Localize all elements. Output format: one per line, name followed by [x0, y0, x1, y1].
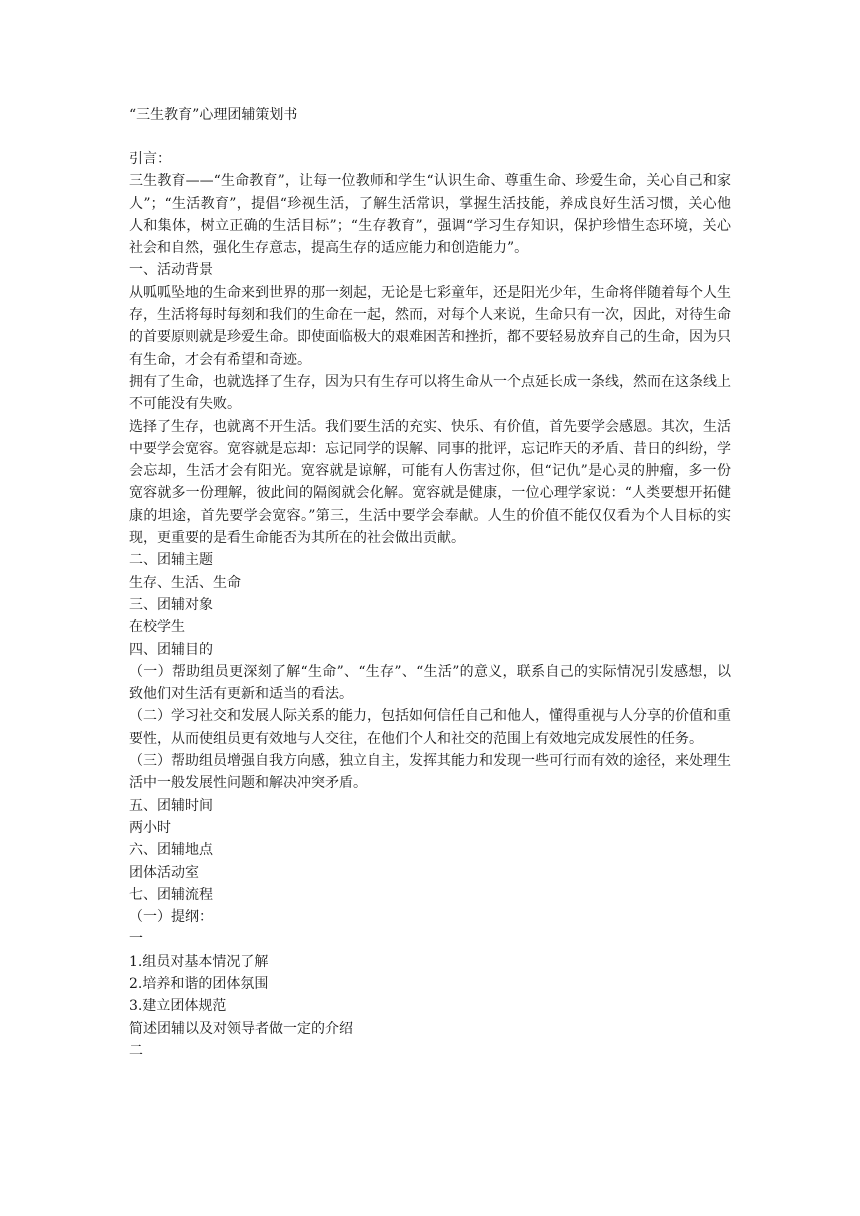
list-item: 3.建立团体规范 [129, 998, 227, 1015]
list-item: 2.培养和谐的团体氛围 [129, 975, 269, 992]
paragraph: 选择了生存，也就离不开生活。我们要生活的充实、快乐、有价值，首先要学会感恩。其次，生活中要学会宽容。宽容就是忘却：忘记同学的误解、同事的批评，忘记昨天的矛盾、昔日的纠纷，学会忘却，生活才会有阳光。宽容就是谅解，可能有人伤害过你，但“记仇”是心灵的肿瘤，多一份宽容就多一份理解，彼此间的隔阂就会化解。宽容就是健康，一位心理学家说：“人类要想开拓健康的坦途，首先要学会宽容。”第三，生活中要学会奉献。人生的价值不能仅仅看为个人目标的实现，更重要的是看生命能否为其所在的社会做出贡献。 [129, 418, 731, 547]
document-title: “三生教育”心理团辅策划书 [129, 107, 298, 123]
section-heading: 四、团辅目的 [129, 641, 213, 658]
paragraph: 拥有了生命，也就选择了生存，因为只有生存可以将生命从一个点延长成一条线，然而在这条线上不可能没有失败。 [129, 373, 731, 413]
paragraph: 团体活动室 [129, 864, 199, 881]
section-heading: 一、活动背景 [129, 262, 213, 279]
section-heading: 七、团辅流程 [129, 886, 213, 903]
document-page [129, 104, 731, 1062]
list-marker: 二 [129, 1042, 143, 1059]
paragraph: 生存、生活、生命 [129, 574, 241, 591]
paragraph: 在校学生 [129, 619, 185, 636]
section-heading: 六、团辅地点 [129, 842, 213, 859]
list-item: 1.组员对基本情况了解 [129, 953, 269, 970]
paragraph: 从呱呱坠地的生命来到世界的那一刻起，无论是七彩童年，还是阳光少年，生命将伴随着每个人生存，生活将每时每刻和我们的生命在一起，然而，对每个人来说，生命只有一次，因此，对待生命的首要原则就是珍爱生命。即使面临极大的艰难困苦和挫折，都不要轻易放弃自己的生命，因为只有生命，才会有希望和奇迹。 [129, 284, 731, 368]
paragraph: （一）提纲： [129, 909, 213, 926]
paragraph: 简述团辅以及对领导者做一定的介绍 [129, 1020, 353, 1037]
section-heading: 三、团辅对象 [129, 596, 213, 613]
paragraph: （二）学习社交和发展人际关系的能力，包括如何信任自己和他人，懂得重视与人分享的价值和重要性，从而使组员更有效地与人交往，在他们个人和社交的范围上有效地完成发展性的任务。 [129, 708, 731, 747]
list-marker: 一 [129, 931, 143, 948]
paragraph: 两小时 [129, 819, 171, 836]
intro-text: 三生教育——“生命教育”，让每一位教师和学生“认识生命、尊重生命、珍爱生命，关心自己和家人”；“生活教育”，提倡“珍视生活，了解生活常识，掌握生活技能，养成良好生活习惯，关心他人和集体，树立正确的生活目标”；“生存教育”，强调“学习生存知识，保护珍惜生态环境，关心社会和自然，强化生存意志，提高生存的适应能力和创造能力”。 [129, 173, 731, 257]
section-heading: 五、团辅时间 [129, 797, 213, 814]
paragraph: （一）帮助组员更深刻了解“生命”、“生存”、“生活”的意义，联系自己的实际情况引发感想，以致他们对生活有更新和适当的看法。 [129, 663, 731, 703]
paragraph: （三）帮助组员增强自我方向感，独立自主，发挥其能力和发现一些可行而有效的途径，来处理生活中一般发展性问题和解决冲突矛盾。 [129, 753, 731, 792]
intro-label: 引言： [129, 151, 171, 167]
section-heading: 二、团辅主题 [129, 552, 213, 569]
